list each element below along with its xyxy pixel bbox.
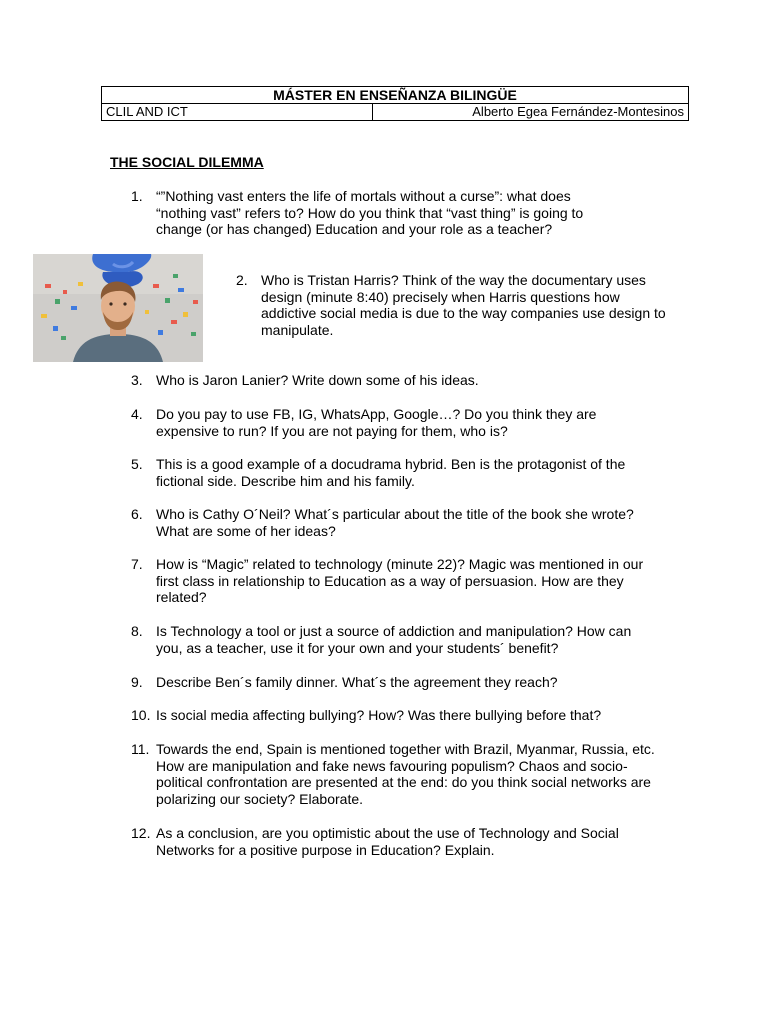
question-item	[131, 707, 671, 724]
question-text: Is social media affecting bullying? How? Was there bullying before that?	[156, 707, 602, 723]
question-text: Describe Ben´s family dinner. What´s the agreement they reach?	[156, 674, 558, 690]
question-text: Who is Tristan Harris? Think of the way the documentary uses design (minute 8:40) precisely when Harris questions how addictive social media is due to the way companies use design to manipulate.	[261, 272, 666, 338]
question-number: 7.	[131, 556, 143, 572]
question-text: Who is Jaron Lanier? Write down some of his ideas.	[156, 372, 479, 388]
question-number: 10.	[131, 707, 151, 723]
question-text: “”Nothing vast enters the life of mortals without a curse”: what does “nothing vast” refers to? How do you think that “vast thing” is going to change (or has changed) Education and your role as a teacher?	[156, 188, 584, 237]
course-cell: CLIL AND ICT	[102, 104, 373, 121]
question-number: 11.	[131, 741, 150, 757]
question-item	[131, 825, 636, 858]
question-text: Is Technology a tool or just a source of addiction and manipulation? How can you, as a teacher, use it for your own and your students´ benefit?	[156, 623, 632, 656]
documentary-still-image	[33, 254, 203, 362]
question-number: 5.	[131, 456, 143, 472]
header-title: MÁSTER EN ENSEÑANZA BILINGÜE	[102, 87, 689, 104]
question-number: 2.	[236, 272, 248, 288]
question-item	[131, 506, 641, 539]
header-table	[101, 86, 689, 121]
question-item	[131, 674, 651, 691]
question-text: This is a good example of a docudrama hybrid. Ben is the protagonist of the fictional side. Describe him and his family.	[156, 456, 626, 489]
question-text: Who is Cathy O´Neil? What´s particular about the title of the book she wrote? What are some of her ideas?	[156, 506, 634, 539]
question-text: Do you pay to use FB, IG, WhatsApp, Google…? Do you think they are expensive to run? If you are not paying for them, who is?	[156, 406, 597, 439]
question-text: How is “Magic” related to technology (minute 22)? Magic was mentioned in our first class in relationship to Education as a way of persuasion. How are they related?	[156, 556, 644, 605]
question-item	[131, 741, 661, 807]
question-item	[131, 372, 631, 389]
question-number: 1.	[131, 188, 143, 204]
man-with-social-icons-illustration	[33, 254, 203, 362]
author-cell: Alberto Egea Fernández-Montesinos	[373, 104, 689, 121]
question-text: Towards the end, Spain is mentioned together with Brazil, Myanmar, Russia, etc. How are manipulation and fake news favouring populism? Chaos and socio-political confrontation are presented at the end: do you think social networks are polarizing our society? Elaborate.	[156, 741, 655, 807]
question-item	[131, 456, 656, 489]
question-number: 3.	[131, 372, 143, 388]
question-number: 4.	[131, 406, 143, 422]
question-number: 8.	[131, 623, 143, 639]
question-number: 6.	[131, 506, 143, 522]
question-item	[131, 188, 611, 238]
question-number: 12.	[131, 825, 151, 841]
document-title: THE SOCIAL DILEMMA	[110, 154, 264, 170]
question-text: As a conclusion, are you optimistic about the use of Technology and Social Networks for a positive purpose in Education? Explain.	[156, 825, 619, 858]
question-item	[131, 556, 661, 606]
question-number: 9.	[131, 674, 143, 690]
question-item	[131, 406, 643, 439]
question-item	[236, 272, 666, 338]
question-item	[131, 623, 661, 656]
